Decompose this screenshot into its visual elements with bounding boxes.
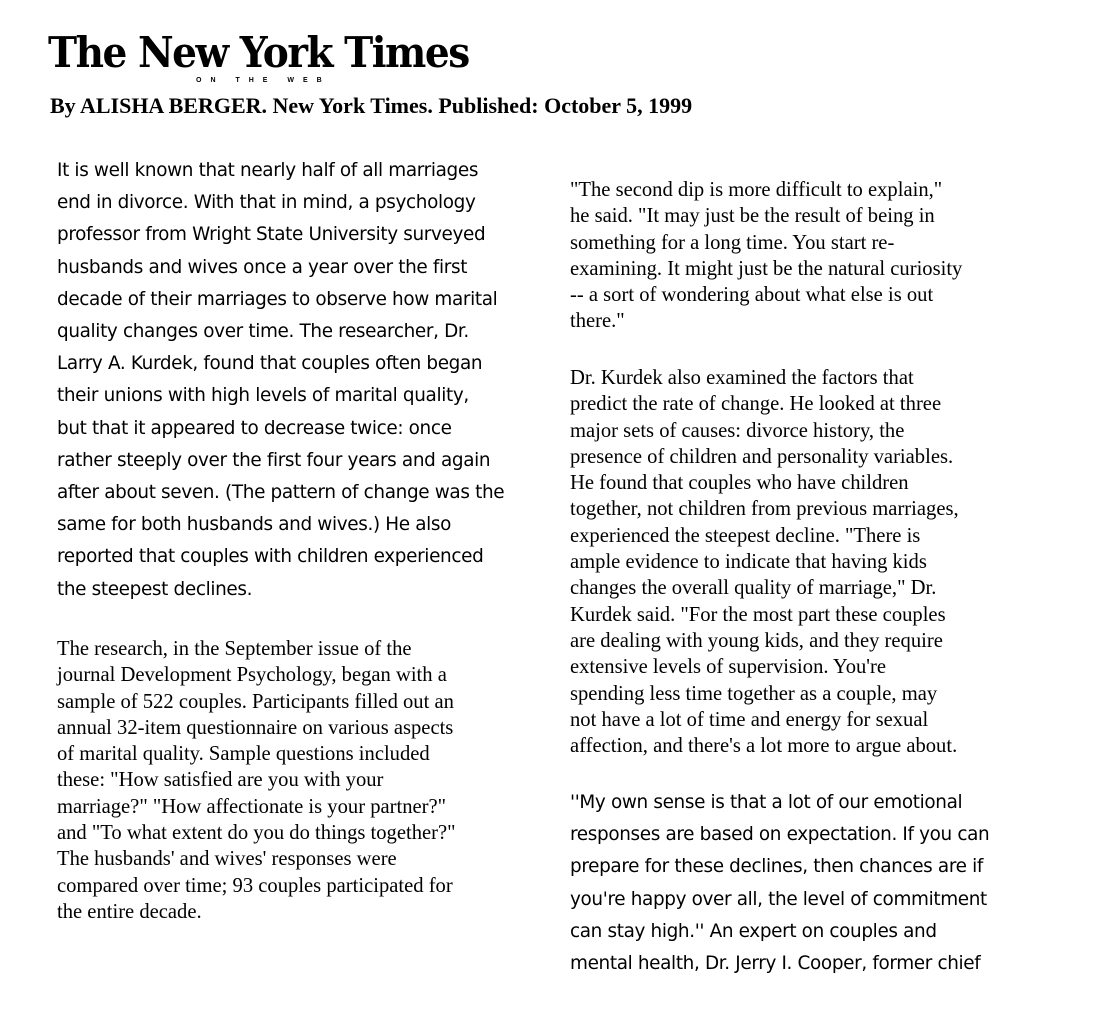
text-line: these: "How satisfied are you with your [57,769,384,792]
text-line: their unions with high levels of marital quality, [57,385,469,407]
text-line: ''My own sense is that a lot of our emotional [570,792,963,813]
article-paragraph-2 [57,636,456,925]
text-line: professor from Wright State University surveyed [57,224,486,246]
text-line: the steepest declines. [57,578,253,600]
text-line: Larry A. Kurdek, found that couples often began [57,353,483,375]
text-line: affection, and there's a lot more to argue about. [570,735,958,758]
text-line: but that it appeared to decrease twice: once [57,417,452,439]
text-line: journal Development Psychology, began with a [57,664,447,687]
text-line: same for both husbands and wives.) He also [57,514,452,536]
text-line: compared over time; 93 couples participated for [57,874,453,897]
text-line: He found that couples who have children [570,472,909,495]
text-line: extensive levels of supervision. You're [570,656,887,679]
text-line: rather steeply over the first four years and again [57,449,491,471]
text-line: something for a long time. You start re- [570,231,895,254]
text-line: reported that couples with children experienced [57,546,484,568]
article-paragraph-3 [570,177,962,335]
text-line: The husbands' and wives' responses were [57,848,397,871]
text-line: spending less time together as a couple, may [570,682,938,705]
text-line: can stay high.'' An expert on couples and [570,920,937,942]
text-line: "The second dip is more difficult to explain," [570,179,943,201]
text-line: annual 32-item questionnaire on various aspects [57,716,454,739]
masthead-title: The New York Times [48,28,469,77]
text-line: major sets of causes: divorce history, the [570,419,905,442]
text-line: husbands and wives once a year over the first [57,256,468,278]
text-line: marriage?" "How affectionate is your partner?" [57,795,447,818]
text-line: the entire decade. [57,900,202,923]
text-line: It is well known that nearly half of all marriages [57,160,479,181]
article-paragraph-5 [570,787,989,980]
text-line: decade of their marriages to observe how marital [57,288,498,310]
text-line: not have a lot of time and energy for sexual [570,708,929,731]
text-line: presence of children and personality variables. [570,445,954,468]
text-line: Dr. Kurdek also examined the factors that [570,367,914,389]
text-line: experienced the steepest decline. "There is [570,524,921,547]
text-line: are dealing with young kids, and they require [570,629,943,652]
text-line: The research, in the September issue of the [57,638,412,660]
text-line: responses are based on expectation. If you can [570,824,990,846]
text-line: -- a sort of wondering about what else is out [570,284,934,307]
masthead-logo [48,28,469,88]
text-line: end in divorce. With that in mind, a psychology [57,192,476,214]
text-line: ample evidence to indicate that having kids [570,551,927,574]
text-line: after about seven. (The pattern of change was the [57,482,505,504]
text-line: mental health, Dr. Jerry I. Cooper, former chief [570,953,981,975]
text-line: and "To what extent do you do things together?" [57,822,456,845]
text-line: changes the overall quality of marriage," Dr. [570,577,937,600]
article-paragraph-4 [570,365,959,759]
text-line: you're happy over all, the level of commitment [570,888,987,910]
byline: By ALISHA BERGER. New York Times. Published: October 5, 1999 [50,93,693,118]
text-line: there." [570,310,625,333]
text-line: he said. "It may just be the result of being in [570,205,935,228]
text-line: Kurdek said. "For the most part these couples [570,603,946,626]
masthead-subtitle: ON THE WEB [196,77,331,84]
text-line: examining. It might just be the natural curiosity [570,257,963,280]
text-line: sample of 522 couples. Participants filled out an [57,690,454,713]
text-line: predict the rate of change. He looked at three [570,393,942,416]
text-line: together, not children from previous marriages, [570,498,959,521]
text-line: prepare for these declines, then chances are if [570,856,983,878]
text-line: quality changes over time. The researcher, Dr. [57,321,469,343]
text-line: of marital quality. Sample questions included [57,743,430,766]
article-paragraph-1 [57,155,504,606]
